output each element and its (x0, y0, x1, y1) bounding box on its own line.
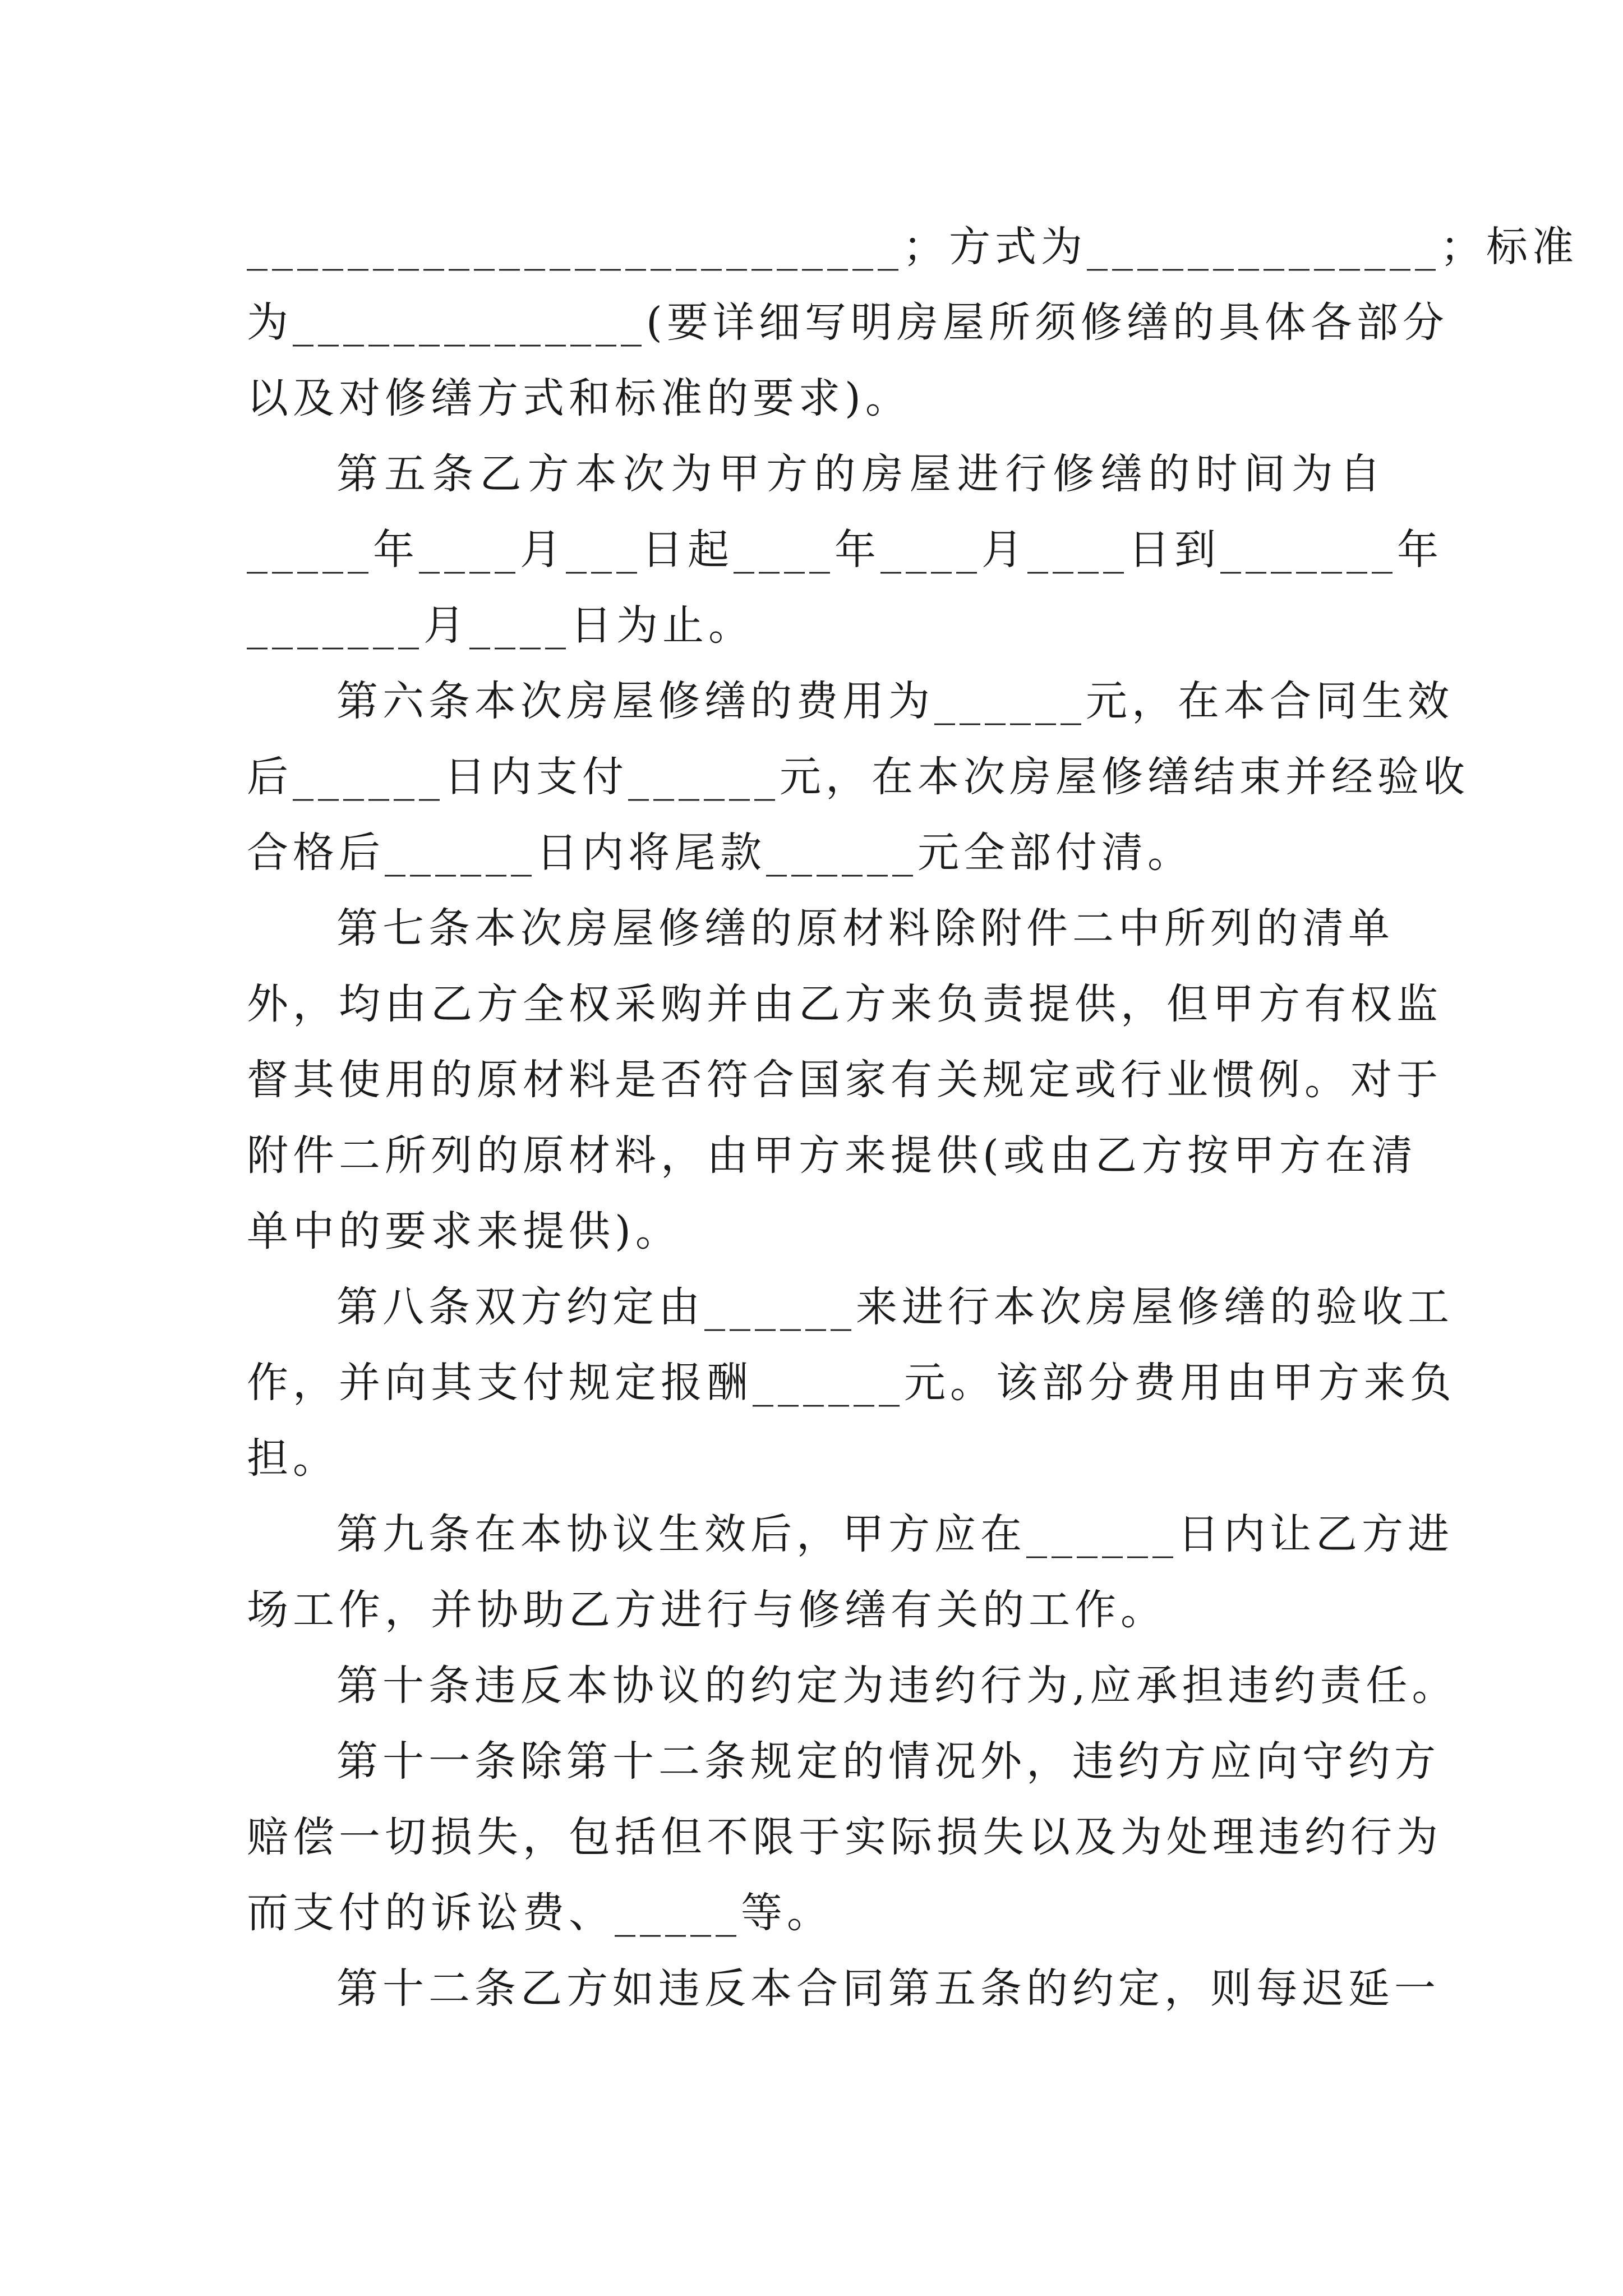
text-line: 以及对修缮方式和标准的要求)。 (247, 374, 911, 422)
text-line: 督其使用的原材料是否符合国家有关规定或行业惯例。对于 (247, 1056, 1442, 1104)
text-line: 第八条双方约定由______来进行本次房屋修缮的验收工 (336, 1283, 1454, 1331)
text-line: 外，均由乙方全权采购并由乙方来负责提供，但甲方有权监 (247, 980, 1442, 1028)
text-line: 第五条乙方本次为甲方的房屋进行修缮的时间为自 (336, 450, 1385, 498)
text-line: __________________________；方式为______________；标准 (247, 223, 1578, 271)
text-line: 附件二所列的原材料，由甲方来提供(或由乙方按甲方在清 (247, 1131, 1417, 1180)
text-line: 第十条违反本协议的约定为违约行为,应承担违约责任。 (336, 1662, 1458, 1710)
text-line: 第七条本次房屋修缮的原材料除附件二中所列的清单 (336, 904, 1394, 953)
text-line: 作，并向其支付规定报酬______元。该部分费用由甲方来负 (247, 1359, 1456, 1407)
text-line: 场工作，并协助乙方进行与修缮有关的工作。 (247, 1586, 1166, 1634)
text-line: _____年____月___日起____年____月____日到_______年 (247, 526, 1443, 574)
text-line: 第九条在本协议生效后，甲方应在______日内让乙方进 (336, 1510, 1454, 1558)
text-line: 而支付的诉讼费、_____等。 (247, 1889, 833, 1937)
text-line: 单中的要求来提供)。 (247, 1207, 681, 1255)
text-line: 担。 (247, 1434, 339, 1483)
text-line: _______月____日为止。 (247, 601, 754, 650)
text-line: 第十一条除第十二条规定的情况外，违约方应向守约方 (336, 1737, 1440, 1786)
text-line: 后______日内支付______元，在本次房屋修缮结束并经验收 (247, 753, 1469, 801)
text-line: 合格后______日内将尾款______元全部付清。 (247, 829, 1193, 877)
text-line: 赔偿一切损失，包括但不限于实际损失以及为处理违约行为 (247, 1813, 1442, 1861)
text-line: 为______________(要详细写明房屋所须修缮的具体各部分 (247, 298, 1449, 347)
text-line: 第六条本次房屋修缮的费用为______元，在本合同生效 (336, 677, 1454, 725)
text-line: 第十二条乙方如违反本合同第五条的约定，则每迟延一 (336, 1964, 1440, 2013)
